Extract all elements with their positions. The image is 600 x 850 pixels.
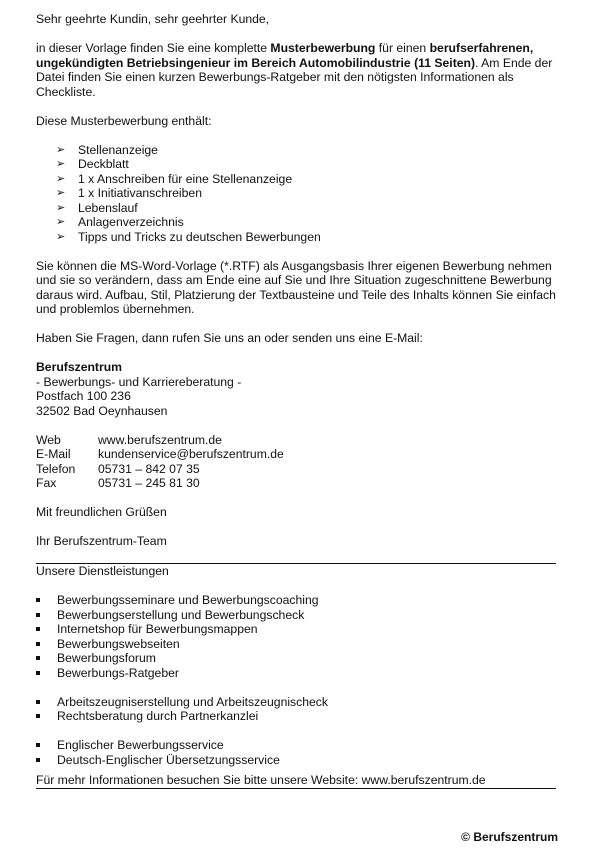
closing: Mit freundlichen Grüßen	[36, 505, 167, 519]
intro-text-2: für einen	[375, 41, 430, 55]
list-item: Bewerbungs-Ratgeber	[36, 666, 556, 681]
square-bullet-icon	[36, 627, 40, 631]
arrow-bullet-icon: ➢	[56, 172, 66, 185]
intro-text-3: . Am Ende der Datei finden Sie einen kurzen Bewerbungs-Ratgeber mit den nötigsten Informationen als Checkliste.	[36, 55, 553, 99]
services-heading: Unsere Dienstleistungen	[36, 564, 169, 578]
list-item: ➢ 1 x Initiativanschreiben	[56, 186, 202, 200]
services-list-3	[36, 738, 556, 767]
list-item: ➢ Stellenanzeige	[56, 142, 158, 157]
list-item: ➢ Tipps und Tricks zu deutschen Bewerbungen	[56, 229, 321, 244]
square-bullet-icon	[36, 671, 40, 675]
list-item: Bewerbungsseminare und Bewerbungscoaching	[36, 593, 556, 608]
square-bullet-icon	[36, 656, 40, 660]
arrow-bullet-icon: ➢	[56, 201, 66, 214]
intro-bold-1: Musterbewerbung	[270, 41, 376, 55]
arrow-bullet-icon: ➢	[56, 216, 66, 228]
list-item: Bewerbungswebseiten	[36, 637, 556, 652]
contact-row-email: E-Mail kundenservice@berufszentrum.de	[36, 447, 284, 461]
document-page	[36, 12, 556, 789]
signature: Ihr Berufszentrum-Team	[36, 534, 167, 548]
template-note: Sie können die MS-Word-Vorlage (*.RTF) als Ausgangsbasis Ihrer eigenen Bewerbung nehmen und sie so verändern, dass am Ende eine auf Sie und Ihre Situation zugeschnittene Bewerbung daraus wird. Aufbau, Stil, Platzierung der Textbausteine und Teile des Inhalts können Sie einfach und problemlos übernehmen.	[36, 258, 556, 316]
list-item: Deutsch-Englischer Übersetzungsservice	[36, 753, 556, 768]
list-item: Internetshop für Bewerbungsmappen	[36, 622, 556, 637]
phone-number: 05731 – 842 07 35	[98, 461, 200, 476]
web-link[interactable]: www.berufszentrum.de	[98, 432, 222, 447]
list-item: ➢ Deckblatt	[56, 157, 129, 171]
city: 32502 Bad Oeynhausen	[36, 403, 168, 418]
more-info: Für mehr Informationen besuchen Sie bitte unsere Website: www.berufszentrum.de	[36, 773, 486, 787]
square-bullet-icon	[36, 743, 40, 747]
arrow-bullet-icon: ➢	[56, 230, 66, 243]
list-item: ➢ Lebenslauf	[56, 200, 138, 215]
intro-paragraph	[36, 41, 556, 99]
arrow-bullet-icon: ➢	[56, 158, 66, 170]
square-bullet-icon	[36, 758, 40, 762]
company-name: Berufszentrum	[36, 360, 123, 374]
fax-number: 05731 – 245 81 30	[98, 476, 200, 490]
contents-heading: Diese Musterbewerbung enthält:	[36, 113, 212, 128]
list-item: Englischer Bewerbungsservice	[36, 738, 556, 753]
services-list-2	[36, 695, 556, 724]
intro-bold-2: berufserfahrenen, ungekündigten Betriebsingenieur im Bereich Automobilindustrie (11 Seiten)	[36, 41, 534, 70]
contact-row-web: Web www.berufszentrum.de	[36, 432, 222, 447]
contact-block	[36, 433, 556, 491]
company-subtitle: - Bewerbungs- und Karriereberatung -	[36, 374, 242, 389]
list-item: ➢ Anlagenverzeichnis	[56, 215, 184, 229]
divider	[36, 788, 556, 789]
list-item: Bewerbungsforum	[36, 651, 556, 666]
services-list-1	[36, 593, 556, 680]
square-bullet-icon	[36, 642, 40, 646]
contact-row-phone: Telefon 05731 – 842 07 35	[36, 461, 200, 476]
questions-text: Haben Sie Fragen, dann rufen Sie uns an oder senden uns eine E-Mail:	[36, 331, 423, 345]
postbox: Postfach 100 236	[36, 389, 131, 403]
contact-row-fax: Fax 05731 – 245 81 30	[36, 476, 200, 490]
greeting: Sehr geehrte Kundin, sehr geehrter Kunde,	[36, 12, 270, 26]
list-item: Arbeitszeugniserstellung und Arbeitszeugnischeck	[36, 695, 556, 710]
square-bullet-icon	[36, 714, 40, 718]
square-bullet-icon	[36, 613, 40, 617]
arrow-bullet-icon: ➢	[56, 143, 66, 156]
intro-text-1: in dieser Vorlage finden Sie eine komplette	[36, 41, 271, 55]
square-bullet-icon	[36, 700, 40, 704]
list-item: ➢ 1 x Anschreiben für eine Stellenanzeige	[56, 171, 293, 186]
list-item: Bewerbungserstellung und Bewerbungscheck	[36, 608, 556, 623]
email-link[interactable]: kundenservice@berufszentrum.de	[98, 447, 284, 461]
list-item: Rechtsberatung durch Partnerkanzlei	[36, 709, 556, 724]
arrow-bullet-icon: ➢	[56, 187, 66, 199]
contents-list	[36, 143, 556, 245]
copyright: © Berufszentrum	[461, 830, 558, 844]
square-bullet-icon	[36, 598, 40, 602]
